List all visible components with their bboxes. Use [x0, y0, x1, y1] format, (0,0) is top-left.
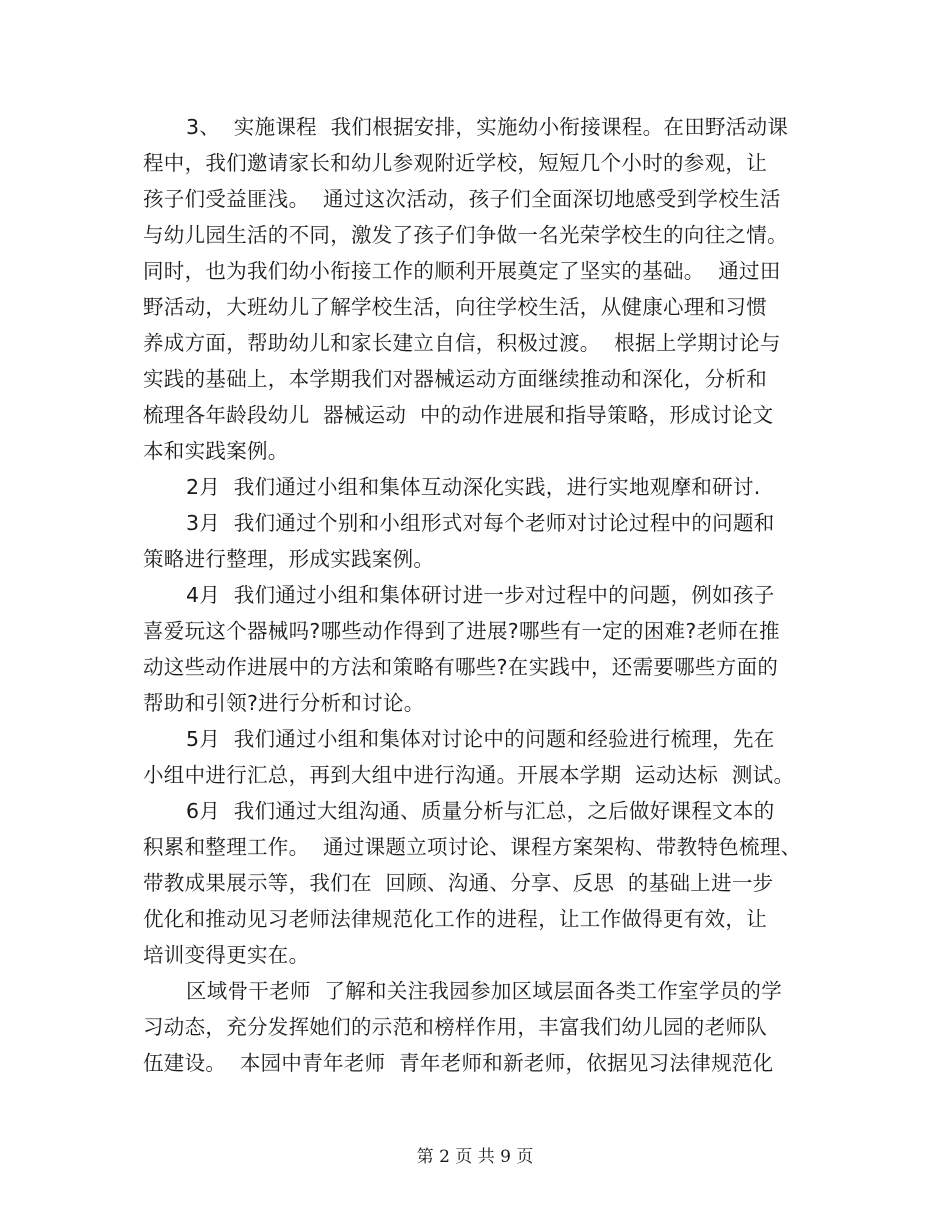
- text-line: 喜爱玩这个器械吗?哪些动作得到了进展?哪些有一定的困难?老师在推: [143, 619, 780, 643]
- text-line: 2月 我们通过小组和集体互动深化实践，进行实地观摩和研讨.: [186, 475, 761, 499]
- text-line: 习动态，充分发挥她们的示范和榜样作用，丰富我们幼儿园的老师队: [143, 1015, 767, 1039]
- text-line: 梳理各年龄段幼儿 器械运动 中的动作进展和指导策略，形成讨论文: [143, 403, 774, 427]
- text-line: 帮助和引领?进行分析和讨论。: [143, 691, 425, 715]
- text-line: 伍建设。 本园中青年老师 青年老师和新老师，依据见习法律规范化: [143, 1051, 774, 1075]
- text-line: 积累和整理工作。 通过课题立项讨论、课程方案架构、带教特色梳理、: [143, 835, 802, 859]
- text-line: 与幼儿园生活的不同，激发了孩子们争做一名光荣学校生的向往之情。: [143, 223, 788, 247]
- text-line: 3月 我们通过个别和小组形式对每个老师对讨论过程中的问题和: [186, 511, 775, 535]
- text-line: 6月 我们通过大组沟通、质量分析与汇总，之后做好课程文本的: [186, 799, 775, 823]
- text-line: 野活动，大班幼儿了解学校生活，向往学校生活，从健康心理和习惯: [143, 295, 767, 319]
- text-line: 5月 我们通过小组和集体对讨论中的问题和经验进行梳理，先在: [186, 727, 775, 751]
- text-line: 动这些动作进展中的方法和策略有哪些?在实践中，还需要哪些方面的: [143, 655, 779, 679]
- text-line: 策略进行整理，形成实践案例。: [143, 547, 435, 571]
- text-line: 程中，我们邀请家长和幼儿参观附近学校，短短几个小时的参观，让: [143, 151, 767, 175]
- text-line: 实践的基础上，本学期我们对器械运动方面继续推动和深化，分析和: [143, 367, 767, 391]
- text-line: 孩子们受益匪浅。 通过这次活动，孩子们全面深切地感受到学校生活: [143, 187, 781, 211]
- text-line: 优化和推动见习老师法律规范化工作的进程，让工作做得更有效，让: [143, 907, 767, 931]
- text-line: 本和实践案例。: [143, 439, 289, 463]
- text-line: 同时，也为我们幼小衔接工作的顺利开展奠定了坚实的基础。 通过田: [143, 259, 781, 283]
- page-number-footer: 第 2 页 共 9 页: [416, 1147, 534, 1167]
- text-line: 培训变得更实在。: [143, 943, 310, 967]
- text-line: 3、 实施课程 我们根据安排，实施幼小衔接课程。在田野活动课: [186, 115, 789, 139]
- text-line: 4月 我们通过小组和集体研讨进一步对过程中的问题，例如孩子: [186, 583, 775, 607]
- text-line: 带教成果展示等，我们在 回顾、沟通、分享、反思 的基础上进一步: [143, 871, 774, 895]
- text-line: 小组中进行汇总，再到大组中进行沟通。开展本学期 运动达标 测试。: [143, 763, 795, 787]
- text-line: 养成方面，帮助幼儿和家长建立自信，积极过渡。 根据上学期讨论与: [143, 331, 781, 355]
- text-line: 区域骨干老师 了解和关注我园参加区域层面各类工作室学员的学: [186, 979, 783, 1003]
